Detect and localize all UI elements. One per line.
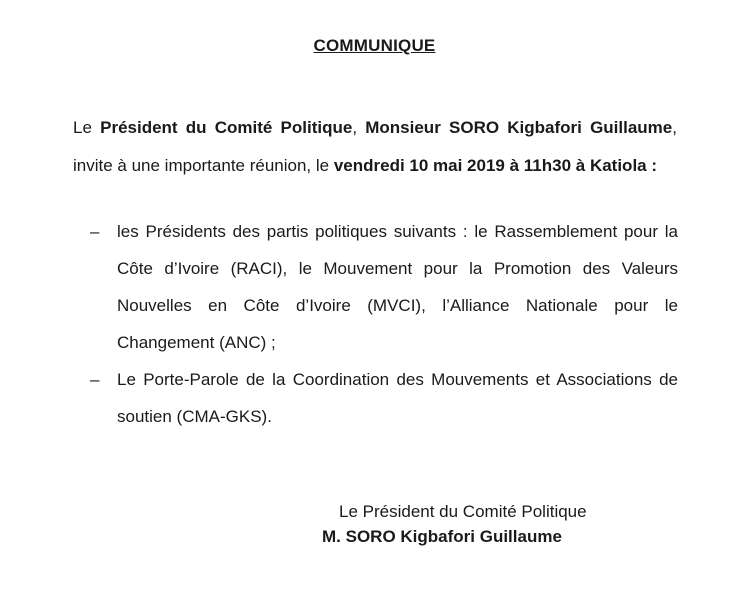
- list-item-text: les Présidents des partis politiques suivants : le Rassemblement pour la Côte d’Ivoire (RACI), le Mouvement pour la Promotion des Valeurs Nouvelles en Côte d’Ivoire (MVCI), l’Alliance Nationale pour le Changement (ANC) ;: [117, 222, 678, 352]
- intro-president-name: Monsieur SORO Kigbafori Guillaume: [365, 118, 673, 137]
- intro-text-2: ,: [352, 118, 366, 137]
- intro-date-location: vendredi 10 mai 2019 à 11h30 à Katiola :: [333, 156, 658, 175]
- document-title: COMMUNIQUE: [313, 36, 436, 55]
- list-item: [90, 213, 678, 361]
- list-item: [90, 361, 678, 435]
- signature-title: Le Président du Comité Politique: [339, 502, 587, 521]
- signature-name: M. SORO Kigbafori Guillaume: [322, 527, 562, 546]
- intro-text-3: , invite à une importante réunion, le: [73, 118, 677, 175]
- list-item-text: Le Porte-Parole de la Coordination des Mouvements et Associations de soutien (CMA-GKS).: [117, 370, 678, 426]
- dash-bullet: –: [90, 222, 100, 241]
- intro-president-title: Président du Comité Politique: [100, 118, 353, 137]
- invitee-list: [90, 213, 678, 435]
- intro-paragraph: [73, 109, 677, 185]
- intro-text-1: Le: [73, 118, 101, 137]
- dash-bullet: –: [90, 370, 100, 389]
